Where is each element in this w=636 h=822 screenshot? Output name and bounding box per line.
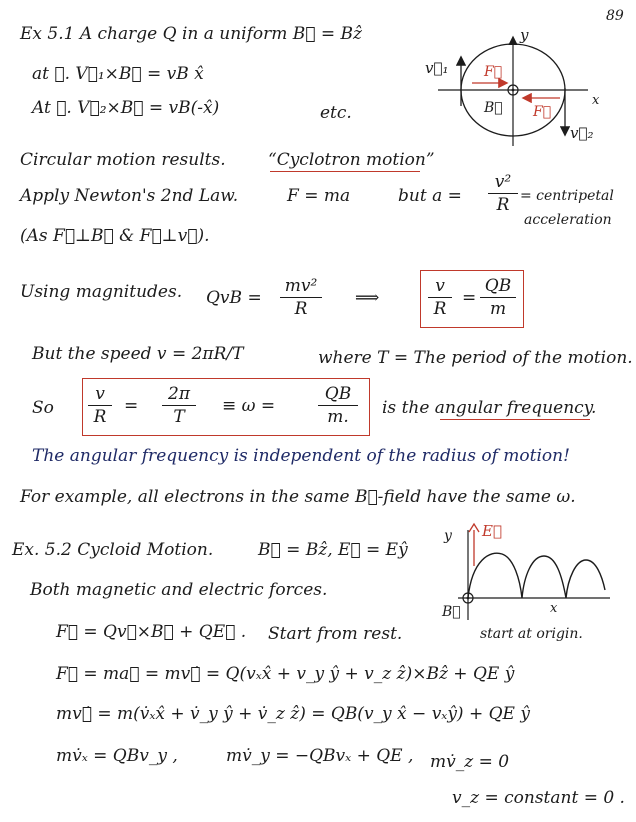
angular-underline (440, 419, 590, 420)
fig2-b-label: B⃗ (442, 604, 461, 620)
cyclotron-figure (420, 28, 620, 148)
ex52-fields: B⃗ = Bẑ, E⃗ = Eŷ (258, 540, 408, 560)
ex52-force: F⃗ = Qv⃗×B⃗ + QE⃗ . (56, 622, 247, 642)
so-label: So (32, 398, 54, 418)
boxed2-omega: ≡ ω = (222, 396, 276, 416)
boxed2-qb-over-m: QB m. (318, 384, 358, 427)
b-label: B⃗ (484, 100, 503, 116)
cycloid-path (468, 553, 605, 598)
v1-label: v⃗₁ (425, 59, 449, 77)
angular-frequency-label: is the angular frequency. (382, 398, 597, 418)
page-number: 89 (606, 8, 624, 24)
accel-note-1: = centripetal (520, 188, 614, 204)
ex52-eq-2: mv⃗̇ = m(v̇ₓx̂ + v̇_y ŷ + v̇_z ẑ) = QB(v_y x̂ − vₓŷ) + QE ŷ (56, 704, 530, 724)
fig1-y-label: y (520, 28, 529, 44)
accel-note-2: acceleration (524, 212, 612, 228)
boxed1-rhs: QB m (480, 276, 516, 319)
v2-label: v⃗₂ (570, 124, 594, 142)
ex51-cyclotron: “Cyclotron motion” (268, 150, 435, 170)
boxed2-2pi-over-t: 2π T (162, 384, 196, 427)
independent-note: The angular frequency is independent of the radius of motion! (32, 446, 570, 466)
ex51-newton: Apply Newton's 2nd Law. (20, 186, 239, 206)
ex51-etc: etc. (320, 103, 352, 123)
ex51-line-1: Ex 5.1 A charge Q in a uniform B⃗ = Bẑ (20, 24, 362, 44)
force-top-label: F⃗ (484, 64, 503, 80)
ex51-perp: (As F⃗⊥B⃗ & F⃗⊥v⃗). (20, 226, 210, 246)
ex52-rest: Start from rest. (268, 624, 403, 644)
force-right-label: F⃗ (533, 104, 552, 120)
ex52-eq-3b: mv̇_y = −QBvₓ + QE , (226, 746, 414, 766)
example-note: For example, all electrons in the same B⃗-field have the same ω. (20, 487, 576, 507)
cyclotron-underline (270, 171, 420, 172)
fig2-x-label: x (550, 601, 558, 616)
boxed2-v-over-r: v R (88, 384, 112, 427)
boxed2-eq1: = (124, 396, 139, 416)
ex52-title: Ex. 5.2 Cycloid Motion. (12, 540, 214, 560)
ex52-eq-1: F⃗ = ma⃗ = mv⃗̇ = Q(vₓx̂ + v_y ŷ + v_z ẑ)×Bẑ + QE ŷ (56, 664, 515, 684)
ex51-fma: F = ma (287, 186, 351, 206)
ex51-line-3: At ②. V⃗₂×B⃗ = vB(-x̂) (32, 98, 220, 118)
ex51-qvb: QvB = (206, 288, 262, 308)
ex51-but-a: but a = (398, 186, 462, 206)
ex51-line-2: at ①. V⃗₁×B⃗ = vB x̂ (32, 64, 204, 84)
cycloid-figure (410, 520, 620, 620)
mv2-fraction: mv² R (280, 276, 322, 319)
ex51-using: Using magnitudes. (20, 282, 183, 302)
implies-arrow: ⟹ (355, 288, 380, 308)
speed-where: where T = The period of the motion. (318, 348, 633, 368)
ex52-eq-3c: mv̇_z = 0 (430, 752, 510, 772)
speed-line: But the speed v = 2πR/T (32, 344, 244, 364)
ex52-both: Both magnetic and electric forces. (30, 580, 328, 600)
fig2-y-label: y (444, 528, 452, 544)
ex52-eq-4: v_z = constant = 0 . (452, 788, 625, 808)
fig2-e-label: E⃗ (482, 522, 502, 540)
ex52-start-origin: start at origin. (480, 626, 583, 642)
ex51-circular: Circular motion results. (20, 150, 226, 170)
boxed1-eq: = (462, 288, 477, 308)
accel-fraction: v² R (488, 172, 518, 215)
ex52-eq-3a: mv̇ₓ = QBv_y , (56, 746, 178, 766)
boxed1-lhs: v R (428, 276, 452, 319)
fig1-x-label: x (592, 93, 600, 108)
